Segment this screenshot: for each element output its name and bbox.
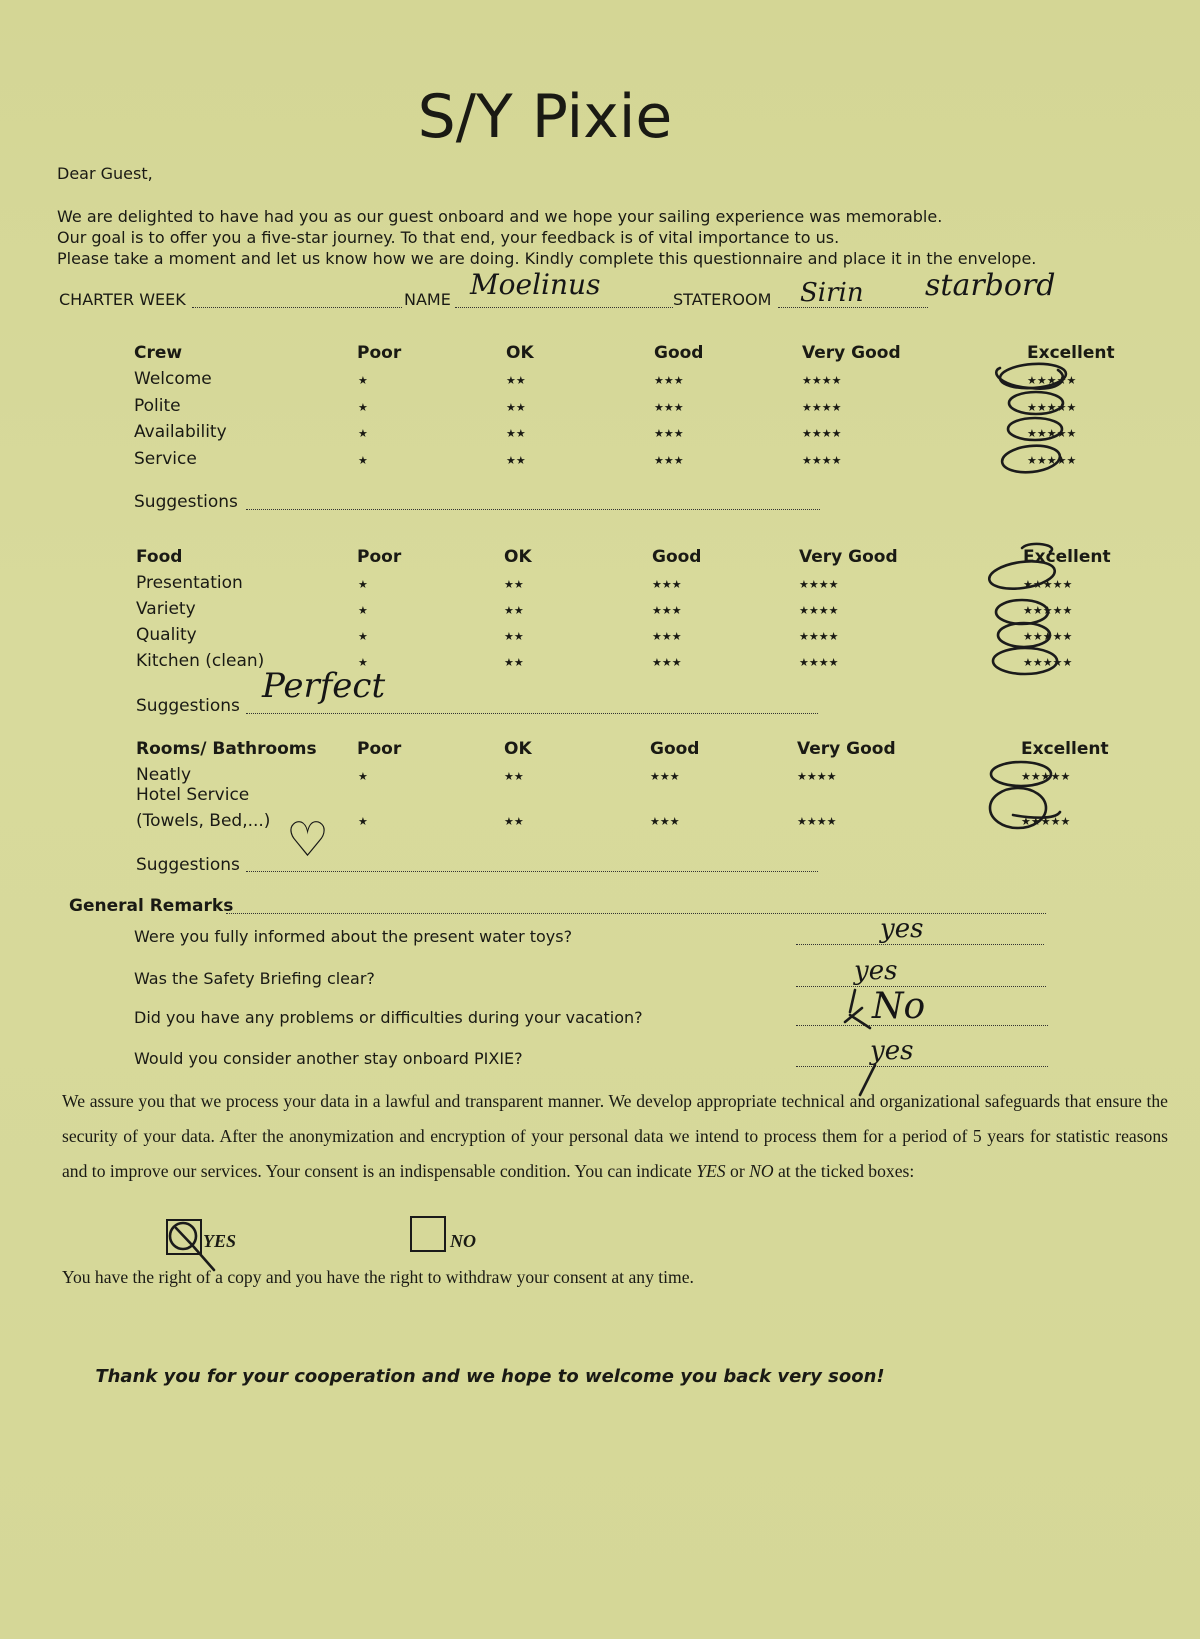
rating-3[interactable]: ★★★ — [654, 454, 684, 467]
item-label-sub: (Towels, Bed,...) — [136, 811, 271, 831]
rating-1[interactable]: ★ — [358, 815, 368, 828]
rating-3[interactable]: ★★★ — [652, 630, 682, 643]
privacy-yes-word: YES — [696, 1161, 726, 1181]
rating-1[interactable]: ★ — [358, 454, 368, 467]
col-very-good: Very Good — [799, 547, 898, 567]
item-label: Variety — [136, 599, 196, 619]
question-safety-briefing: Was the Safety Briefing clear? — [134, 969, 375, 988]
col-excellent: Excellent — [1027, 343, 1115, 363]
privacy-or-word: or — [730, 1161, 745, 1181]
rating-4[interactable]: ★★★★ — [799, 656, 839, 669]
rating-4[interactable]: ★★★★ — [802, 454, 842, 467]
col-excellent: Excellent — [1021, 739, 1109, 759]
question-another-stay: Would you consider another stay onboard PIXIE? — [134, 1049, 523, 1068]
item-label: Availability — [134, 422, 227, 442]
rating-4[interactable]: ★★★★ — [799, 578, 839, 591]
page-title: S/Y Pixie — [417, 82, 673, 152]
answer-problems: No — [872, 986, 926, 1027]
rooms-suggestion-heart-icon: ♡ — [286, 812, 330, 868]
charter-week-label: CHARTER WEEK — [59, 290, 186, 309]
rating-4[interactable]: ★★★★ — [799, 630, 839, 643]
rating-5[interactable]: ★★★★★ — [1023, 604, 1073, 617]
rating-1[interactable]: ★ — [358, 578, 368, 591]
section-heading-rooms: Rooms/ Bathrooms — [136, 739, 317, 759]
col-good: Good — [654, 343, 704, 363]
crew-suggestions-field[interactable] — [246, 508, 820, 510]
rating-3[interactable]: ★★★ — [654, 427, 684, 440]
col-very-good: Very Good — [802, 343, 901, 363]
rating-3[interactable]: ★★★ — [650, 815, 680, 828]
intro-line-3: Please take a moment and let us know how we are doing. Kindly complete this questionnaire and place it in the envelope. — [57, 249, 1037, 268]
rating-5[interactable]: ★★★★★ — [1027, 401, 1077, 414]
rating-3[interactable]: ★★★ — [652, 656, 682, 669]
col-poor: Poor — [357, 739, 402, 759]
greeting: Dear Guest, — [57, 164, 153, 183]
rating-2[interactable]: ★★ — [504, 815, 524, 828]
rating-4[interactable]: ★★★★ — [802, 374, 842, 387]
rating-4[interactable]: ★★★★ — [802, 401, 842, 414]
answer-safety-briefing: yes — [854, 956, 898, 986]
rating-5[interactable]: ★★★★★ — [1027, 374, 1077, 387]
col-excellent: Excellent — [1023, 547, 1111, 567]
rating-3[interactable]: ★★★ — [652, 578, 682, 591]
item-label: Service — [134, 449, 197, 469]
rating-5[interactable]: ★★★★★ — [1027, 427, 1077, 440]
col-ok: OK — [506, 343, 534, 363]
name-handwritten: Moelinus — [470, 268, 601, 301]
rating-1[interactable]: ★ — [358, 374, 368, 387]
rating-2[interactable]: ★★ — [506, 454, 526, 467]
item-label: Presentation — [136, 573, 243, 593]
intro-line-2: Our goal is to offer you a five-star journey. To that end, your feedback is of vital importance to us. — [57, 228, 840, 247]
rating-1[interactable]: ★ — [358, 656, 368, 669]
rating-1[interactable]: ★ — [358, 770, 368, 783]
rating-2[interactable]: ★★ — [504, 578, 524, 591]
general-remarks-label: General Remarks — [69, 896, 234, 916]
consent-yes-label: YES — [203, 1231, 237, 1251]
rating-5[interactable]: ★★★★★ — [1021, 770, 1071, 783]
rating-2[interactable]: ★★ — [506, 427, 526, 440]
section-heading-crew: Crew — [134, 343, 183, 363]
question-problems: Did you have any problems or difficulties during your vacation? — [134, 1008, 643, 1027]
rating-3[interactable]: ★★★ — [654, 401, 684, 414]
section-heading-food: Food — [136, 547, 183, 567]
rating-3[interactable]: ★★★ — [650, 770, 680, 783]
stateroom-label: STATEROOM — [673, 290, 772, 309]
privacy-statement — [62, 1084, 1168, 1189]
item-label: Hotel Service — [136, 785, 250, 805]
rating-4[interactable]: ★★★★ — [797, 770, 837, 783]
rating-5[interactable]: ★★★★★ — [1023, 578, 1073, 591]
question-water-toys: Were you fully informed about the present water toys? — [134, 927, 573, 946]
col-good: Good — [650, 739, 700, 759]
answer-field-another-stay[interactable] — [796, 1065, 1048, 1067]
privacy-no-word: NO — [749, 1161, 774, 1181]
consent-no-label: NO — [450, 1231, 476, 1251]
item-label: Polite — [134, 396, 181, 416]
charter-week-field[interactable] — [192, 306, 402, 308]
item-label: Quality — [136, 625, 197, 645]
rating-3[interactable]: ★★★ — [652, 604, 682, 617]
col-poor: Poor — [357, 343, 402, 363]
col-very-good: Very Good — [797, 739, 896, 759]
rating-1[interactable]: ★ — [358, 427, 368, 440]
rating-5[interactable]: ★★★★★ — [1023, 630, 1073, 643]
food-suggestion-handwritten: Perfect — [262, 666, 386, 706]
rating-5[interactable]: ★★★★★ — [1021, 815, 1071, 828]
name-field[interactable] — [455, 306, 673, 308]
rating-2[interactable]: ★★ — [504, 770, 524, 783]
crew-suggestions-label: Suggestions — [134, 492, 238, 512]
withdraw-rights-text: You have the right of a copy and you have the right to withdraw your consent at any time. — [62, 1267, 694, 1287]
rating-4[interactable]: ★★★★ — [797, 815, 837, 828]
stateroom-handwritten: Sirin — [800, 278, 864, 308]
privacy-paragraph: We assure you that we process your data in a lawful and transparent manner. We develop appropriate technical and organizational safeguards that ensure the security of your data. After the anonymization and encryption of your personal data we intend to process them for a period of 5 years for statistic reasons and to improve our services. Your consent is an indispensable condition. You can indicate — [62, 1091, 1168, 1181]
rating-5[interactable]: ★★★★★ — [1027, 454, 1077, 467]
col-ok: OK — [504, 739, 532, 759]
rating-4[interactable]: ★★★★ — [799, 604, 839, 617]
rating-2[interactable]: ★★ — [504, 604, 524, 617]
item-label: Welcome — [134, 369, 212, 389]
rating-1[interactable]: ★ — [358, 401, 368, 414]
privacy-tail: at the ticked boxes: — [777, 1161, 915, 1181]
item-label: Kitchen (clean) — [136, 651, 265, 671]
food-suggestions-label: Suggestions — [136, 696, 240, 716]
rating-1[interactable]: ★ — [358, 630, 368, 643]
food-suggestions-field[interactable] — [246, 712, 818, 714]
intro-line-1: We are delighted to have had you as our guest onboard and we hope your sailing experience was memorable. — [57, 207, 943, 226]
stateroom-extra-handwritten: starbord — [925, 268, 1056, 303]
rating-2[interactable]: ★★ — [506, 401, 526, 414]
answer-another-stay: yes — [870, 1036, 914, 1066]
rating-5[interactable]: ★★★★★ — [1023, 656, 1073, 669]
rating-1[interactable]: ★ — [358, 604, 368, 617]
rating-2[interactable]: ★★ — [506, 374, 526, 387]
answer-water-toys: yes — [880, 914, 924, 944]
rating-3[interactable]: ★★★ — [654, 374, 684, 387]
item-label: Neatly — [136, 765, 192, 785]
closing-message: Thank you for your cooperation and we hope to welcome you back very soon! — [95, 1366, 885, 1387]
rating-4[interactable]: ★★★★ — [802, 427, 842, 440]
rating-2[interactable]: ★★ — [504, 656, 524, 669]
col-poor: Poor — [357, 547, 402, 567]
rooms-suggestions-field[interactable] — [246, 870, 818, 872]
name-label: NAME — [404, 290, 451, 309]
rating-2[interactable]: ★★ — [504, 630, 524, 643]
consent-no-checkbox[interactable] — [410, 1216, 446, 1252]
consent-yes-checkbox[interactable] — [166, 1219, 202, 1255]
col-good: Good — [652, 547, 702, 567]
col-ok: OK — [504, 547, 532, 567]
rooms-suggestions-label: Suggestions — [136, 855, 240, 875]
